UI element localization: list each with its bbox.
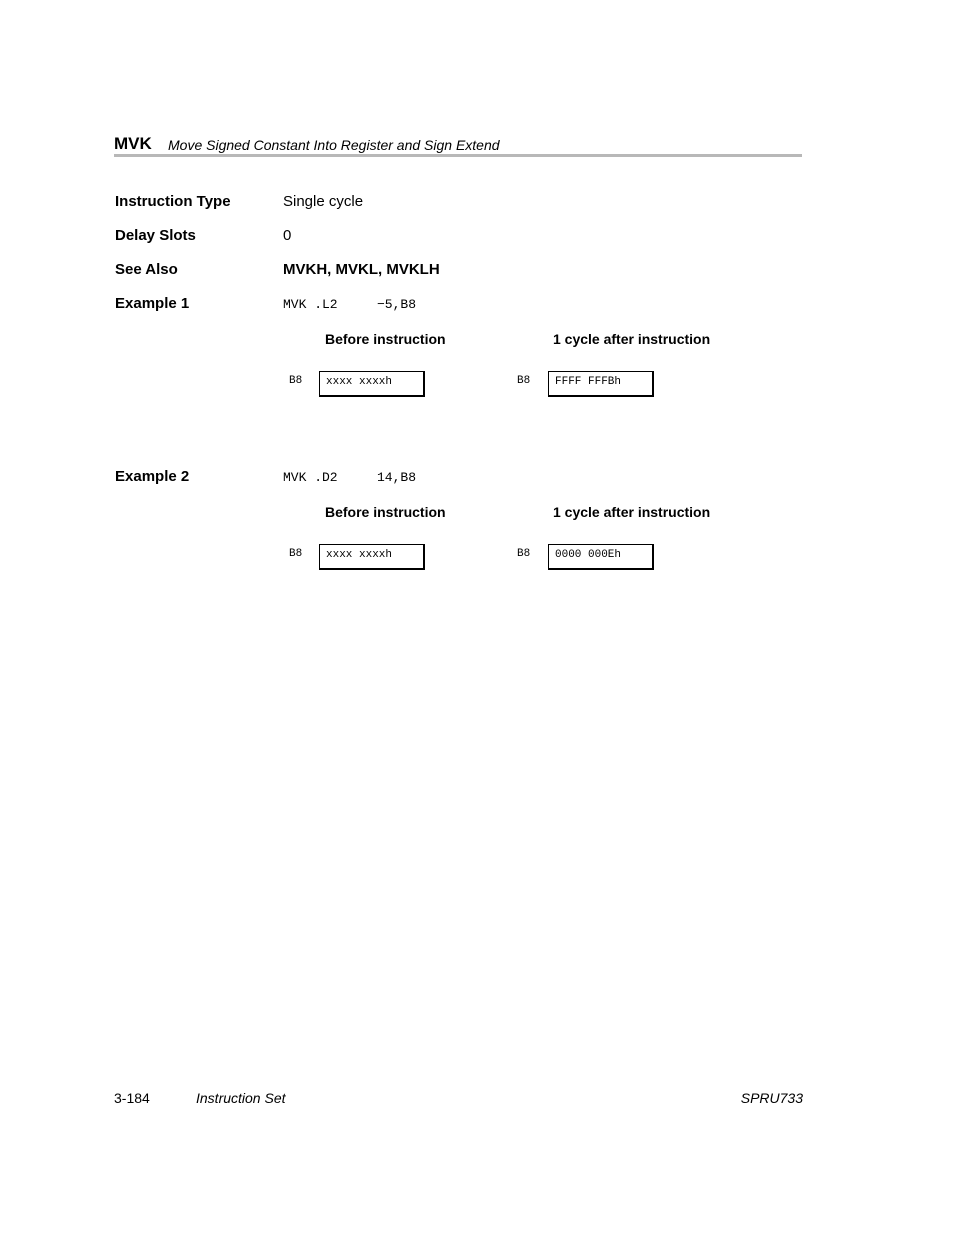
see-also-label: See Also: [115, 261, 178, 278]
example-2-label: Example 2: [115, 468, 190, 485]
example-1-code: [283, 297, 416, 313]
page-mnemonic: MVK: [114, 134, 152, 153]
footer-section: Instruction Set: [196, 1090, 286, 1106]
example-1-after-register-name: B8: [517, 375, 531, 387]
page-title: Move Signed Constant Into Register and Sign Extend: [168, 137, 500, 153]
example-1-before-heading: Before instruction: [325, 331, 446, 347]
header-rule: [114, 154, 802, 157]
example-2-after-heading: 1 cycle after instruction: [553, 504, 711, 520]
footer-doc-id: SPRU733: [740, 1090, 803, 1106]
example-2-before-register-box: xxxx xxxxh: [319, 544, 425, 570]
example-2-after-register-name: B8: [517, 548, 531, 560]
example-2-operands: 14,B8: [377, 470, 417, 485]
instruction-type-value: Single cycle: [283, 193, 364, 210]
example-1-before-register-name: B8: [289, 375, 303, 387]
example-2-code: [283, 470, 416, 486]
example-1-after-heading: 1 cycle after instruction: [553, 331, 711, 347]
example-1-before-register-box: xxxx xxxxh: [319, 371, 425, 397]
instruction-type-label: Instruction Type: [115, 193, 231, 210]
example-2-before-register-name: B8: [289, 548, 303, 560]
example-2-after-register-box: 0000 000Eh: [548, 544, 654, 570]
example-2-before-heading: Before instruction: [325, 504, 446, 520]
example-2-opcode: MVK .D2: [283, 470, 338, 485]
example-1-opcode: MVK .L2: [283, 297, 338, 312]
footer-page-number: 3-184: [114, 1090, 150, 1106]
example-1-label: Example 1: [115, 295, 190, 312]
see-also-links: MVKH, MVKL, MVKLH: [283, 261, 440, 278]
example-1-operands: −5,B8: [377, 297, 417, 312]
delay-slots-value: 0: [283, 227, 292, 244]
delay-slots-label: Delay Slots: [115, 227, 196, 244]
example-1-after-register-box: FFFF FFFBh: [548, 371, 654, 397]
